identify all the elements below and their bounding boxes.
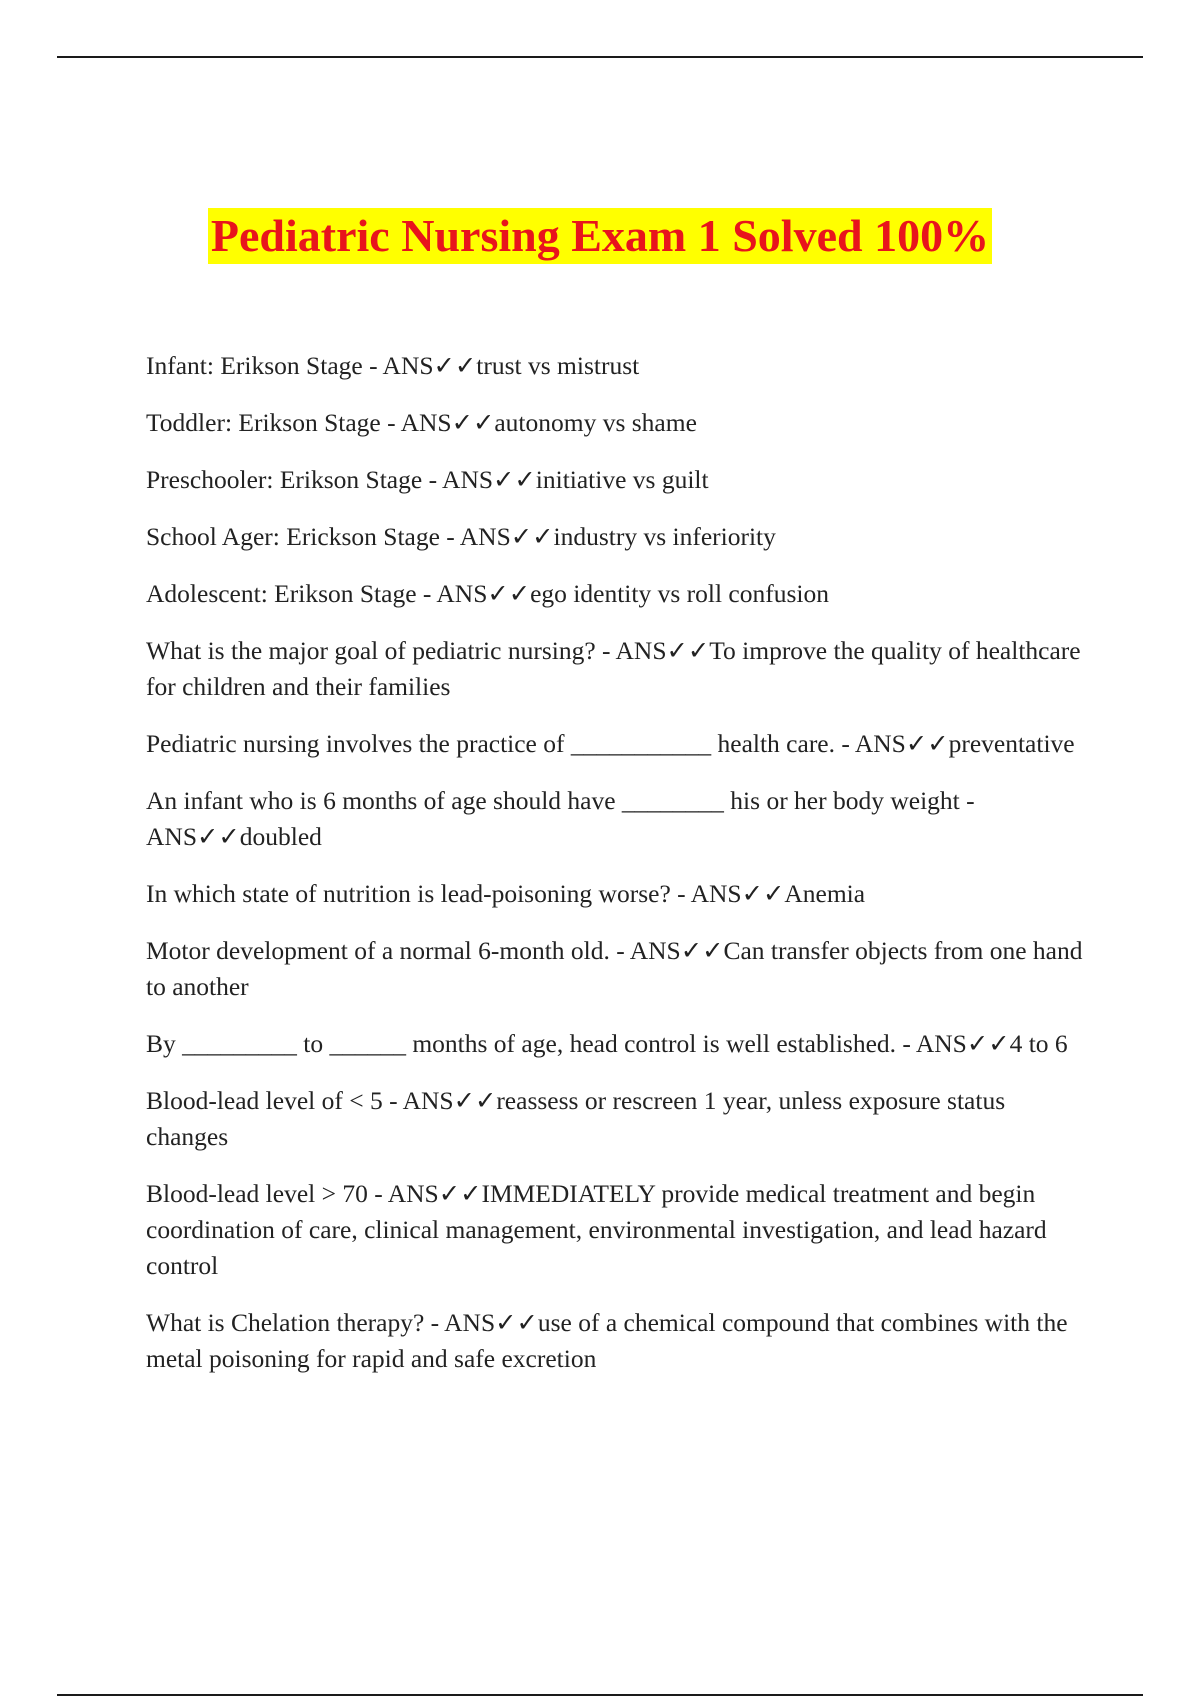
qa-item: Adolescent: Erikson Stage - ANS✓✓ego identity vs roll confusion [146, 579, 829, 608]
title-block [0, 208, 1200, 264]
qa-item: In which state of nutrition is lead-poisoning worse? - ANS✓✓Anemia [146, 879, 866, 908]
qa-item: What is Chelation therapy? - ANS✓✓use of a chemical compound that combines with the metal poisoning for rapid and safe excretion [146, 1308, 1068, 1373]
qa-item: Preschooler: Erikson Stage - ANS✓✓initiative vs guilt [146, 465, 709, 494]
qa-item: By _________ to ______ months of age, head control is well established. - ANS✓✓4 to 6 [146, 1029, 1068, 1058]
qa-item: Infant: Erikson Stage - ANS✓✓trust vs mistrust [146, 351, 640, 380]
qa-item: What is the major goal of pediatric nursing? - ANS✓✓To improve the quality of healthcare for children and their families [146, 636, 1081, 701]
qa-item: Pediatric nursing involves the practice of ___________ health care. - ANS✓✓preventative [146, 729, 1075, 758]
qa-item: Motor development of a normal 6-month old. - ANS✓✓Can transfer objects from one hand to another [146, 936, 1083, 1001]
qa-list [146, 348, 1086, 1398]
qa-item: Blood-lead level of < 5 - ANS✓✓reassess or rescreen 1 year, unless exposure status changes [146, 1086, 1006, 1151]
qa-item: An infant who is 6 months of age should have ________ his or her body weight - ANS✓✓doubled [146, 786, 975, 851]
qa-item: Blood-lead level > 70 - ANS✓✓IMMEDIATELY provide medical treatment and begin coordination of care, clinical management, environmental investigation, and lead hazard control [146, 1179, 1047, 1280]
qa-item: School Ager: Erickson Stage - ANS✓✓industry vs inferiority [146, 522, 776, 551]
document-title: Pediatric Nursing Exam 1 Solved 100% [208, 208, 992, 264]
top-rule [57, 56, 1143, 58]
bottom-rule [57, 1694, 1143, 1696]
qa-item: Toddler: Erikson Stage - ANS✓✓autonomy vs shame [146, 408, 697, 437]
